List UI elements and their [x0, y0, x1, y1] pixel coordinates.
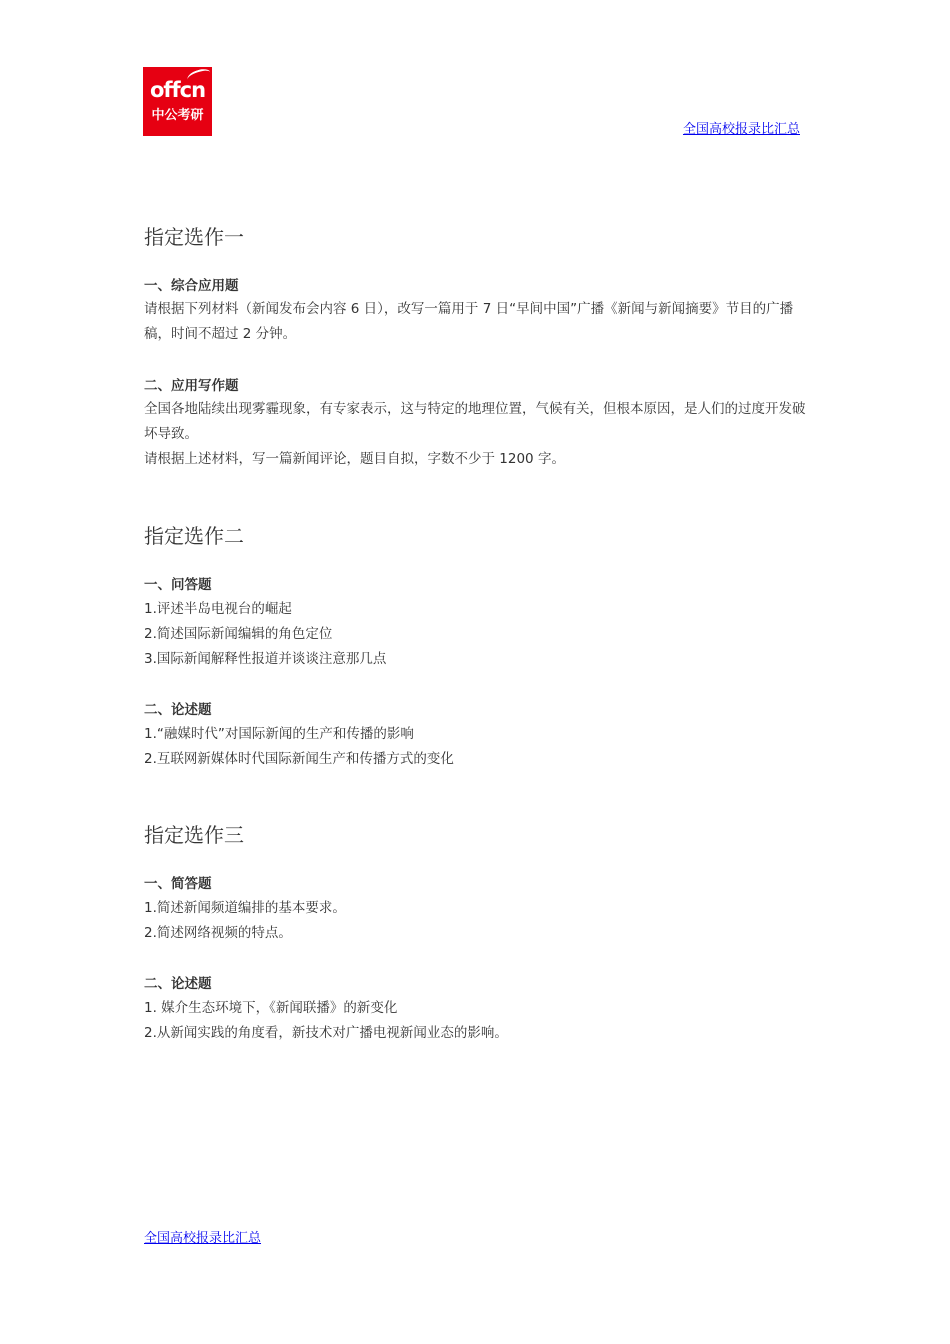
section-2-part-2-heading: 二、论述题: [144, 702, 212, 718]
section-2-part-1-item-3: 3.国际新闻解释性报道并谈谈注意那几点: [144, 651, 387, 667]
section-1-part-1-heading: 一、综合应用题: [144, 278, 239, 294]
section-2-part-1-heading: 一、问答题: [144, 577, 212, 593]
section-1-part-1-text: 请根据下列材料（新闻发布会内容 6 日），改写一篇用于 7 日“早间中国”广播《新闻与新闻摘要》节目的广播稿，时间不超过 2 分钟。: [144, 301, 794, 342]
section-3-part-2-item-2: 2.从新闻实践的角度看，新技术对广播电视新闻业态的影响。: [144, 1025, 508, 1041]
section-2-part-2-item-1: 1.“融媒时代”对国际新闻的生产和传播的影响: [144, 726, 414, 742]
section-2-part-2-item-2: 2.互联网新媒体时代国际新闻生产和传播方式的变化: [144, 751, 454, 767]
section-1-title: 指定选作一: [144, 225, 244, 249]
section-3-part-2-heading: 二、论述题: [144, 976, 212, 992]
section-3-part-1-item-1: 1.简述新闻频道编排的基本要求。: [144, 900, 346, 916]
section-2-part-1-item-2: 2.简述国际新闻编辑的角色定位: [144, 626, 333, 642]
section-1-part-2-text-1: 全国各地陆续出现雾霾现象，有专家表示，这与特定的地理位置，气候有关，但根本原因，是人们的过度开发破坏导致。: [144, 401, 806, 442]
logo-english: offcn: [149, 78, 206, 102]
section-3-title: 指定选作三: [144, 823, 244, 847]
section-3-part-1-heading: 一、简答题: [144, 876, 212, 892]
footer-link[interactable]: 全国高校报录比汇总: [144, 1231, 262, 1246]
section-1-part-2-text-2: 请根据上述材料，写一篇新闻评论，题目自拟，字数不少于 1200 字。: [144, 451, 565, 467]
section-2-title: 指定选作二: [144, 524, 244, 548]
header-link[interactable]: 全国高校报录比汇总: [682, 122, 800, 137]
section-3-part-2-item-1: 1. 媒介生态环境下，《新闻联播》的新变化: [144, 1000, 398, 1016]
section-2-part-1-item-1: 1.评述半岛电视台的崛起: [144, 601, 292, 617]
section-3-part-1-item-2: 2.简述网络视频的特点。: [144, 925, 292, 941]
section-1-part-2-heading: 二、应用写作题: [144, 378, 239, 394]
logo-chinese: 中公考研: [151, 108, 204, 123]
offcn-logo: [143, 67, 212, 136]
